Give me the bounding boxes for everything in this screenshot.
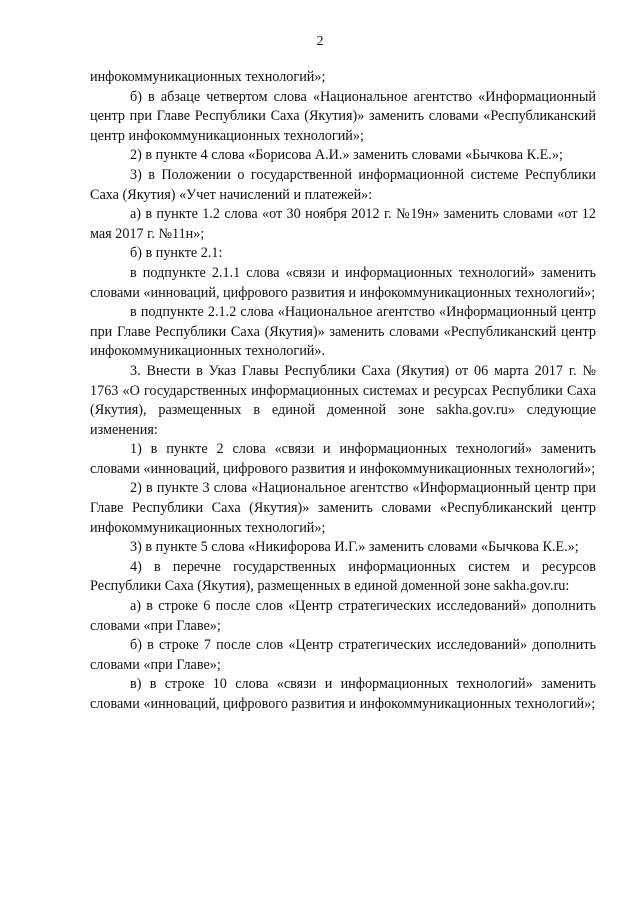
paragraph: б) в строке 7 после слов «Центр стратегических исследований» дополнить словами «при Главе»; (90, 637, 596, 673)
document-body (90, 68, 596, 715)
paragraph: б) в пункте 2.1: (130, 245, 223, 262)
paragraph: а) в пункте 1.2 слова «от 30 ноября 2012 г. №19н» заменить словами «от 12 мая 2017 г. №11н»; (90, 206, 596, 242)
paragraph: 3. Внести в Указ Главы Республики Саха (Якутия) от 06 марта 2017 г. № 1763 «О государственных информационных системах и ресурсах Республики Саха (Якутия), размещенных в единой доменной зоне sakha.gov.ru» следующие изменения: (90, 362, 596, 438)
paragraph: в) в строке 10 слова «связи и информационных технологий» заменить словами «инноваций, цифрового развития и инфокоммуникационных технологий»; (90, 676, 596, 712)
paragraph: 4) в перечне государственных информационных систем и ресурсов Республики Саха (Якутия), размещенных в единой доменной зоне sakha.gov.ru: (90, 558, 596, 595)
paragraph: 2) в пункте 3 слова «Национальное агентство «Информационный центр при Главе Республики Саха (Якутия)» заменить словами «Республиканский центр инфокоммуникационных технологий»; (90, 480, 596, 536)
paragraph: 1) в пункте 2 слова «связи и информационных технологий» заменить словами «инноваций, цифрового развития и инфокоммуникационных технологий»; (90, 441, 596, 477)
paragraph: 2) в пункте 4 слова «Борисова А.И.» заменить словами «Бычкова К.Е.»; (130, 147, 563, 164)
paragraph: в подпункте 2.1.1 слова «связи и информационных технологий» заменить словами «инноваций, цифрового развития и инфокоммуникационных технологий»; (90, 264, 596, 301)
paragraph: инфокоммуникационных технологий»; (90, 69, 326, 85)
paragraph: 3) в пункте 5 слова «Никифорова И.Г.» заменить словами «Бычкова К.Е.»; (130, 539, 579, 556)
paragraph: а) в строке 6 после слов «Центр стратегических исследований» дополнить словами «при Главе»; (90, 598, 596, 634)
paragraph: 3) в Положении о государственной информационной системе Республики Саха (Якутия) «Учет начислений и платежей»: (90, 166, 596, 203)
paragraph: в подпункте 2.1.2 слова «Национальное агентство «Информационный центр при Главе Республики Саха (Якутия)» заменить словами «Республиканский центр инфокоммуникационных технологий». (90, 304, 596, 360)
paragraph: б) в абзаце четвертом слова «Национальное агентство «Информационный центр при Главе Республики Саха (Якутия)» заменить словами «Республиканский центр инфокоммуникационных технологий»; (90, 88, 596, 144)
page-number: 2 (316, 34, 324, 49)
